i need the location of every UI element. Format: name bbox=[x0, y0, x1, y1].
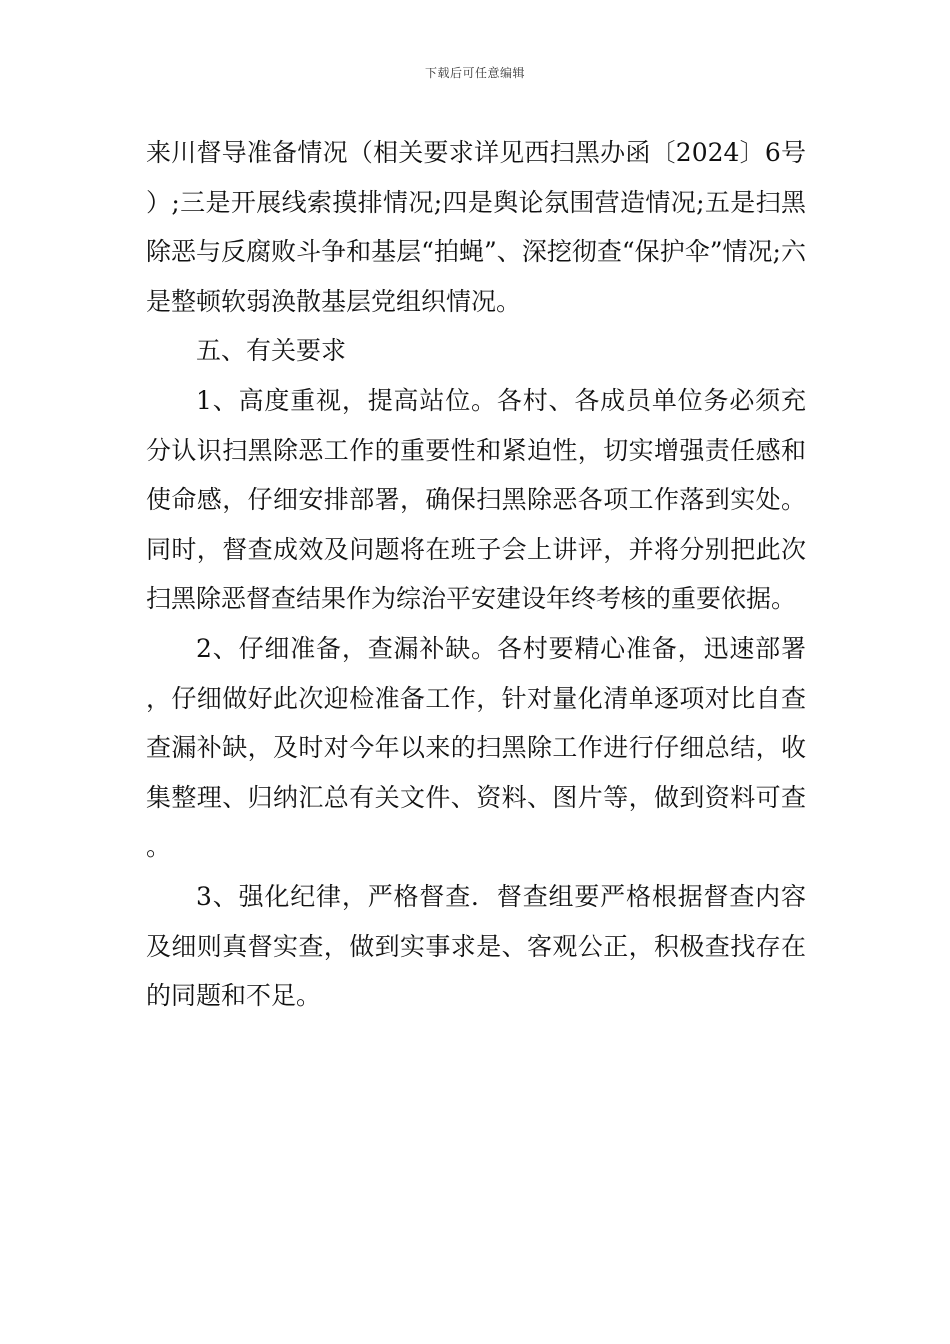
paragraph-requirement-1: 1、高度重视，提高站位。各村、各成员单位务必须充分认识扫黑除恶工作的重要性和紧迫性，切实增强责任感和使命感，仔细安排部署，确保扫黑除恶各项工作落到实处。同时，督查成效及问题将在班子会上讲评，并将分别把此次扫黑除恶督查结果作为综治平安建设年终考核的重要依据。 bbox=[146, 385, 806, 614]
paragraph-continued-list: 来川督导准备情况（相关要求详见西扫黑办函〔2024〕6号）;三是开展线索摸排情况;四是舆论氛围营造情况;五是扫黑除恶与反腐败斗争和基层“拍蝇”、深挖彻查“保护伞”情况;六是整顿软弱涣散基层党组织情况。 bbox=[146, 138, 806, 316]
paragraph-requirement-2: 2、仔细准备，查漏补缺。各村要精心准备，迅速部署，仔细做好此次迎检准备工作，针对量化清单逐项对比自查查漏补缺，及时对今年以来的扫黑除工作进行仔细总结，收集整理、归纳汇总有关文件、资料、图片等，做到资料可查。 bbox=[146, 633, 806, 862]
paragraph-requirement-3: 3、强化纪律，严格督查．督查组要严格根据督查内容及细则真督实查，做到实事求是、客观公正，积极查找存在的同题和不足。 bbox=[146, 881, 806, 1011]
document-body bbox=[146, 128, 806, 1021]
section-heading-requirements: 五、有关要求 bbox=[196, 336, 347, 366]
page-header: 下载后可任意编辑 bbox=[424, 66, 525, 80]
